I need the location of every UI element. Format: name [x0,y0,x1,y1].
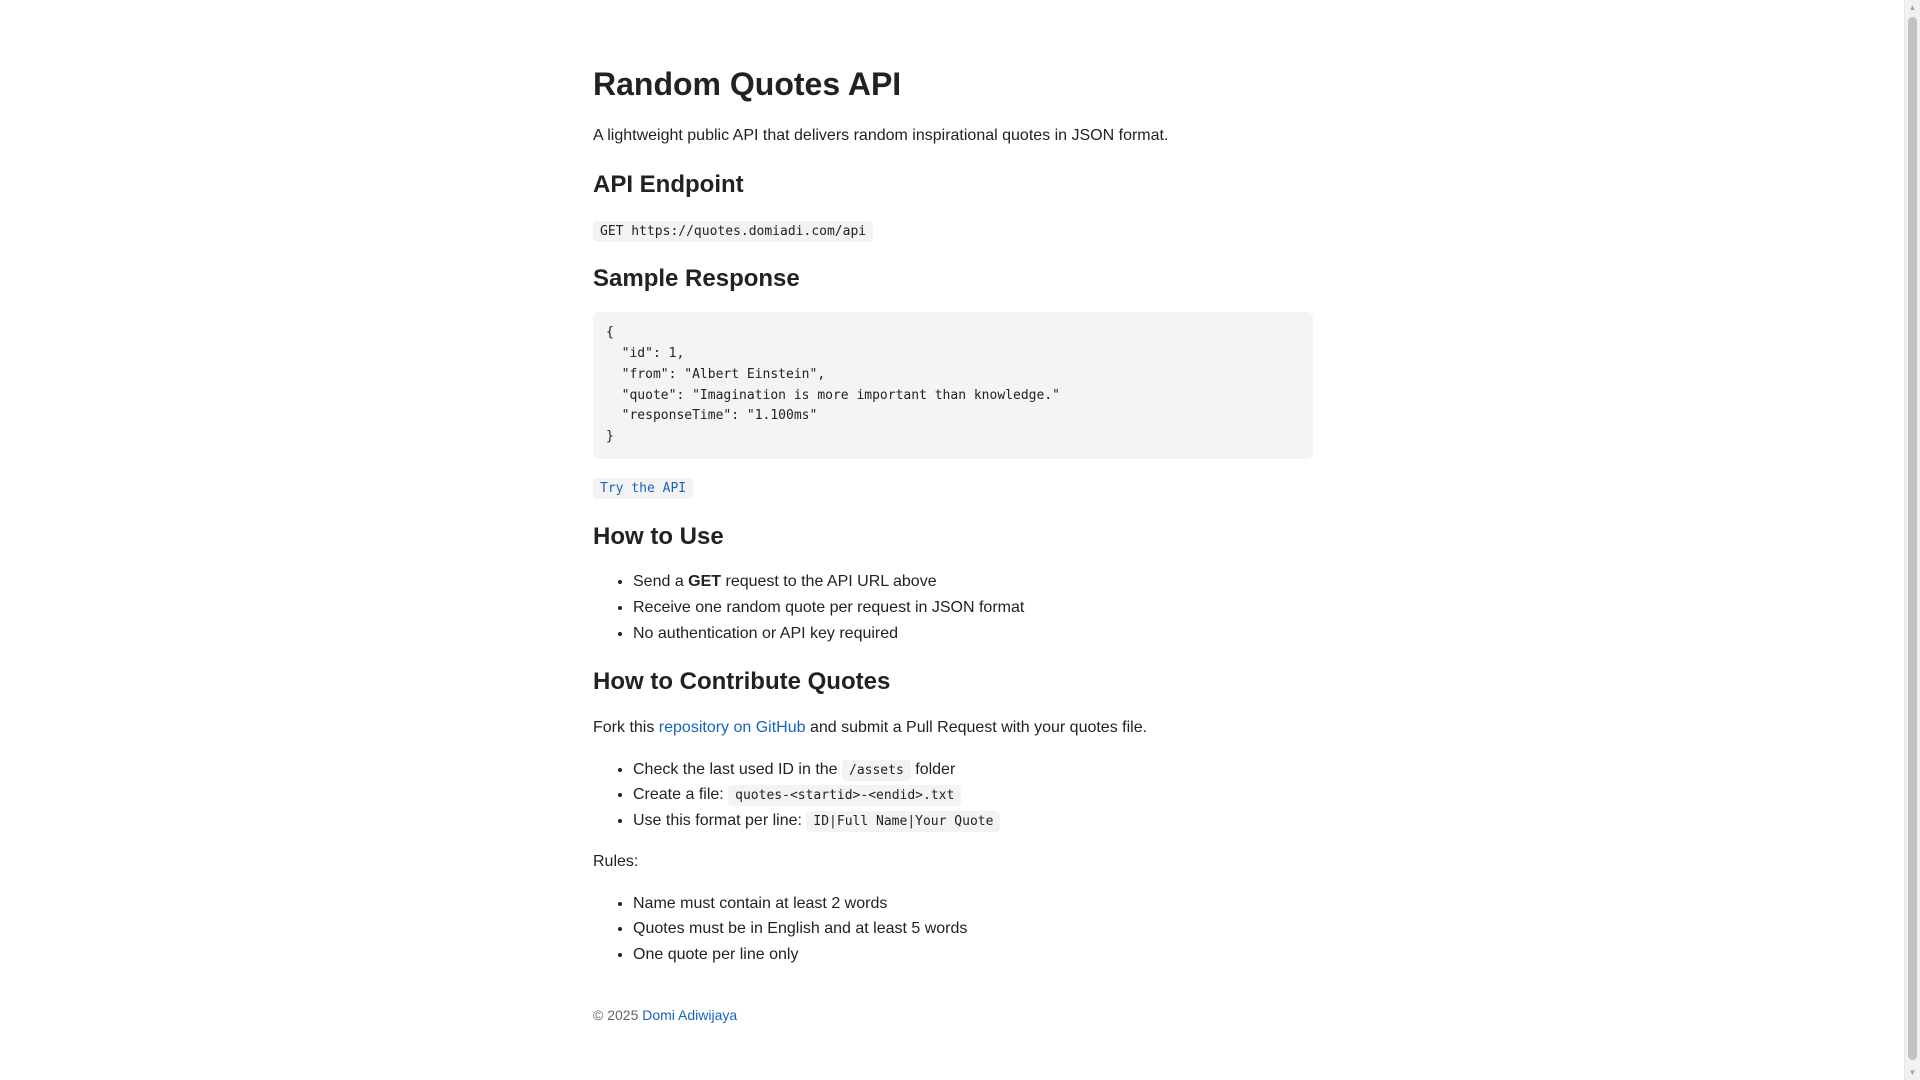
how-to-use-heading: How to Use [593,522,724,550]
list-item-text: Check the last used ID in the [633,760,842,778]
scroll-down-arrow-icon[interactable]: ▼ [1908,1068,1917,1077]
list-item: • Quotes must be in English and at least 5 words [633,916,1313,942]
list-item-text: request to the API URL above [721,573,937,591]
intro-text: A lightweight public API that delivers random inspirational quotes in JSON format. [593,127,1169,145]
list-item-text: Create a file: [633,786,729,804]
list-item [633,757,1313,783]
rules-list [593,891,1313,968]
list-item-text: Send a [633,573,689,591]
fork-text: Fork this [593,718,659,736]
contribute-steps-list [593,757,1313,834]
contribute-heading: How to Contribute Quotes [593,668,891,696]
page-title: Random Quotes API [593,66,902,102]
footer [593,1004,1313,1026]
list-item-text: folder [910,760,956,778]
endpoint-paragraph [593,218,1313,244]
github-repo-link[interactable]: repository on GitHub [658,718,806,736]
try-api-paragraph [593,475,1313,501]
list-item: • No authentication or API key required [633,621,1313,647]
sample-heading: Sample Response [593,265,800,293]
scrollbar-thumb[interactable] [1908,17,1917,1060]
list-item: • One quote per line only [633,942,1313,968]
filename-code: quotes-<startid>-<endid>.txt [728,785,961,806]
sample-response-code: { "id": 1, "from": "Albert Einstein", "quote": "Imagination is more important than knowledge." "responseTime": "1.100ms" } [593,312,1313,459]
copyright-text: © 2025 [593,1006,639,1023]
endpoint-code: GET https://quotes.domiadi.com/api [593,221,873,242]
list-item [633,808,1313,834]
format-code: ID|Full Name|Your Quote [806,811,1000,832]
get-method-label: GET [688,573,722,591]
list-item: • Name must contain at least 2 words [633,891,1313,917]
main-content [593,36,1313,1026]
author-link[interactable]: Domi Adiwijaya [642,1006,738,1023]
fork-paragraph [593,715,1313,741]
vertical-scrollbar[interactable] [1904,0,1920,1080]
how-to-use-list [593,569,1313,646]
list-item-text: Use this format per line: [633,811,807,829]
list-item [633,782,1313,808]
list-item [633,569,1313,595]
rules-label: Rules: [593,853,639,871]
list-item: • Receive one random quote per request in JSON format [633,595,1313,621]
assets-folder-code: /assets [842,760,911,781]
fork-text: and submit a Pull Request with your quotes file. [805,718,1148,736]
scroll-up-arrow-icon[interactable]: ▲ [1908,3,1917,12]
try-api-link[interactable]: Try the API [593,478,693,499]
endpoint-heading: API Endpoint [593,170,744,198]
